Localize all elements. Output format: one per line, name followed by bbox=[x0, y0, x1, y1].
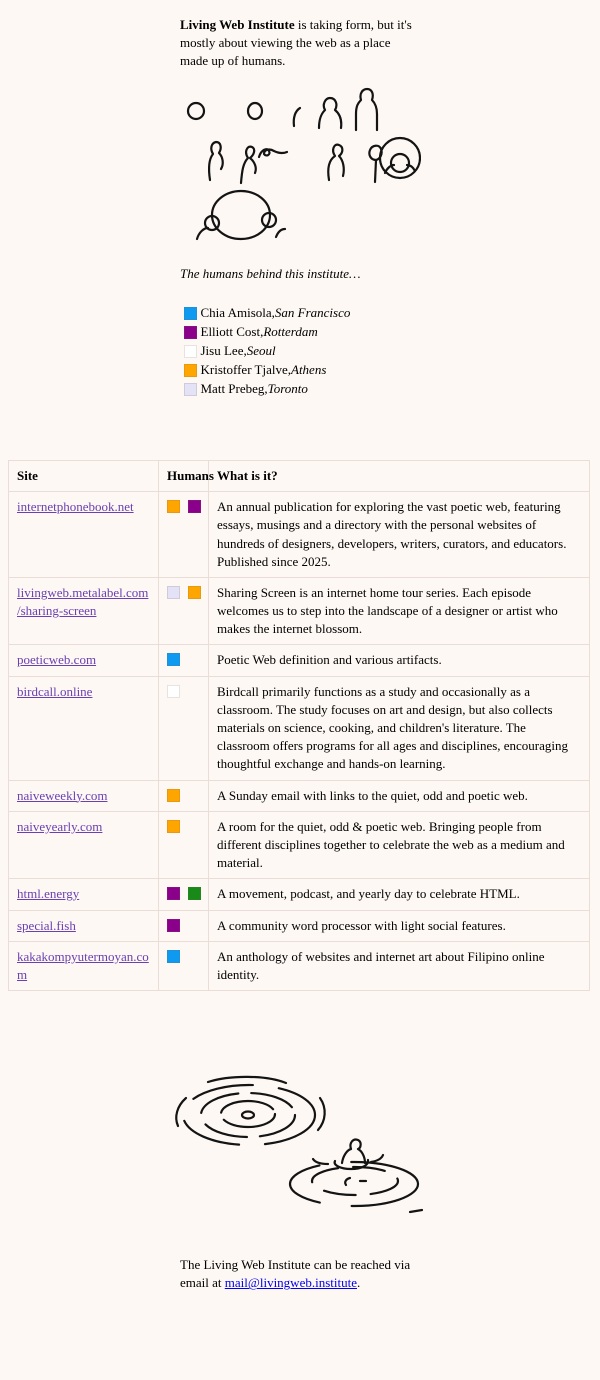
intro-title: Living Web Institute bbox=[180, 17, 295, 32]
legend-item bbox=[184, 323, 424, 342]
humans-cell bbox=[159, 879, 209, 910]
sites-table bbox=[8, 460, 590, 991]
table-row bbox=[9, 676, 590, 780]
site-cell bbox=[9, 645, 159, 676]
table-row bbox=[9, 492, 590, 578]
intro-paragraph bbox=[180, 0, 420, 71]
orange-human-swatch bbox=[184, 364, 197, 377]
ripples-doodle-container bbox=[0, 1068, 600, 1225]
site-cell bbox=[9, 910, 159, 941]
humans-cell bbox=[159, 492, 209, 578]
footer bbox=[180, 1256, 420, 1379]
humans-swatches bbox=[167, 917, 200, 932]
site-link[interactable]: naiveweekly.com bbox=[17, 787, 108, 803]
legend-person-name: Chia Amisola, bbox=[200, 305, 275, 321]
legend-person-name: Kristoffer Tjalve, bbox=[200, 362, 291, 378]
purple-human-swatch bbox=[167, 919, 180, 932]
site-cell bbox=[9, 577, 159, 645]
purple-human-swatch bbox=[167, 887, 180, 900]
site-link[interactable]: poeticweb.com bbox=[17, 652, 97, 668]
site-link[interactable]: kakakompyutermoyan.com bbox=[17, 948, 149, 982]
site-link[interactable]: special.fish bbox=[17, 917, 76, 933]
humans-cell bbox=[159, 811, 209, 879]
humans-doodle bbox=[179, 87, 421, 242]
humans-swatches bbox=[167, 948, 200, 963]
site-link[interactable]: html.energy bbox=[17, 886, 80, 902]
water-ripples-doodle bbox=[170, 1068, 430, 1220]
legend-item bbox=[184, 342, 424, 361]
lavender-human-swatch bbox=[167, 586, 180, 599]
humans-cell bbox=[159, 780, 209, 811]
legend-person-city: Athens bbox=[291, 362, 327, 378]
site-link[interactable]: livingweb.metalabel.com/sharing-screen bbox=[17, 584, 149, 619]
table-header-row bbox=[9, 460, 590, 491]
legend-person-city: Rotterdam bbox=[263, 324, 318, 340]
intro-text: is taking form, but it's mostly about viewing the web as a place made up of humans. bbox=[180, 17, 412, 69]
site-cell bbox=[9, 941, 159, 990]
humans-swatches bbox=[167, 787, 200, 802]
humans-cell bbox=[159, 910, 209, 941]
table-row bbox=[9, 645, 590, 676]
table-row bbox=[9, 780, 590, 811]
humans-doodle-container bbox=[0, 87, 600, 247]
humans-swatches bbox=[167, 584, 200, 599]
table-body bbox=[9, 492, 590, 991]
description-cell: Birdcall primarily functions as a study and occasionally as a classroom. The study focuses on art and design, but also collects materials on science, cooking, and children's literature. The classroom offers programs for all ages and disciplines, encouraging thoughtful exchange and hands-on learning. bbox=[209, 676, 590, 780]
humans-cell bbox=[159, 941, 209, 990]
table-row bbox=[9, 879, 590, 910]
orange-human-swatch bbox=[167, 789, 180, 802]
email-link[interactable]: mail@livingweb.institute bbox=[224, 1275, 357, 1291]
site-link[interactable]: naiveyearly.com bbox=[17, 818, 103, 834]
legend-person-city: San Francisco bbox=[274, 305, 351, 321]
site-cell bbox=[9, 492, 159, 578]
site-cell bbox=[9, 879, 159, 910]
humans-swatches bbox=[167, 818, 200, 833]
legend-person-city: Toronto bbox=[267, 381, 308, 397]
humans-swatches bbox=[167, 885, 200, 900]
humans-swatches bbox=[167, 498, 200, 513]
site-cell bbox=[9, 811, 159, 879]
green-human-swatch bbox=[188, 887, 201, 900]
table-row bbox=[9, 941, 590, 990]
purple-human-swatch bbox=[188, 500, 201, 513]
humans-cell bbox=[159, 645, 209, 676]
footer-period: . bbox=[356, 1275, 361, 1291]
lavender-human-swatch bbox=[184, 383, 197, 396]
description-cell: An annual publication for exploring the vast poetic web, featuring essays, musings and a directory with the personal websites of hundreds of designers, developers, writers, curators, and educators. Published since 2025. bbox=[209, 492, 590, 578]
legend-item bbox=[184, 304, 424, 323]
blue-human-swatch bbox=[167, 950, 180, 963]
column-header-what: What is it? bbox=[209, 460, 590, 491]
footer-text: The Living Web Institute can be reached via email at bbox=[180, 1257, 411, 1291]
site-link[interactable]: birdcall.online bbox=[17, 683, 93, 699]
legend-person-name: Jisu Lee, bbox=[200, 343, 247, 359]
legend-item bbox=[184, 361, 424, 380]
column-header-site: Site bbox=[9, 460, 159, 491]
description-cell: A movement, podcast, and yearly day to celebrate HTML. bbox=[209, 879, 590, 910]
humans-cell bbox=[159, 676, 209, 780]
white-human-swatch bbox=[184, 345, 197, 358]
description-cell: Sharing Screen is an internet home tour series. Each episode welcomes us to step into the landscape of a designer or artist who makes the internet blossom. bbox=[209, 577, 590, 645]
description-cell: An anthology of websites and internet art about Filipino online identity. bbox=[209, 941, 590, 990]
table-row bbox=[9, 910, 590, 941]
description-cell: A Sunday email with links to the quiet, odd and poetic web. bbox=[209, 780, 590, 811]
legend-person-city: Seoul bbox=[246, 343, 276, 359]
site-cell bbox=[9, 780, 159, 811]
legend-item bbox=[184, 380, 424, 399]
caption: The humans behind this institute… bbox=[180, 265, 361, 281]
legend-person-name: Matt Prebeg, bbox=[200, 381, 268, 397]
description-cell: Poetic Web definition and various artifacts. bbox=[209, 645, 590, 676]
blue-human-swatch bbox=[167, 653, 180, 666]
column-header-humans: Humans bbox=[159, 460, 209, 491]
humans-swatches bbox=[167, 683, 200, 698]
site-cell bbox=[9, 676, 159, 780]
legend-person-name: Elliott Cost, bbox=[200, 324, 264, 340]
humans-swatches bbox=[167, 651, 200, 666]
table-row bbox=[9, 577, 590, 645]
site-link[interactable]: internetphonebook.net bbox=[17, 499, 134, 515]
white-human-swatch bbox=[167, 685, 180, 698]
legend-list bbox=[177, 304, 424, 399]
description-cell: A community word processor with light social features. bbox=[209, 910, 590, 941]
orange-human-swatch bbox=[167, 500, 180, 513]
table-row bbox=[9, 811, 590, 879]
description-cell: A room for the quiet, odd & poetic web. Bringing people from different disciplines together to celebrate the web as a medium and material. bbox=[209, 811, 590, 879]
purple-human-swatch bbox=[184, 326, 197, 339]
humans-cell bbox=[159, 577, 209, 645]
orange-human-swatch bbox=[167, 820, 180, 833]
orange-human-swatch bbox=[188, 586, 201, 599]
blue-human-swatch bbox=[184, 307, 197, 320]
